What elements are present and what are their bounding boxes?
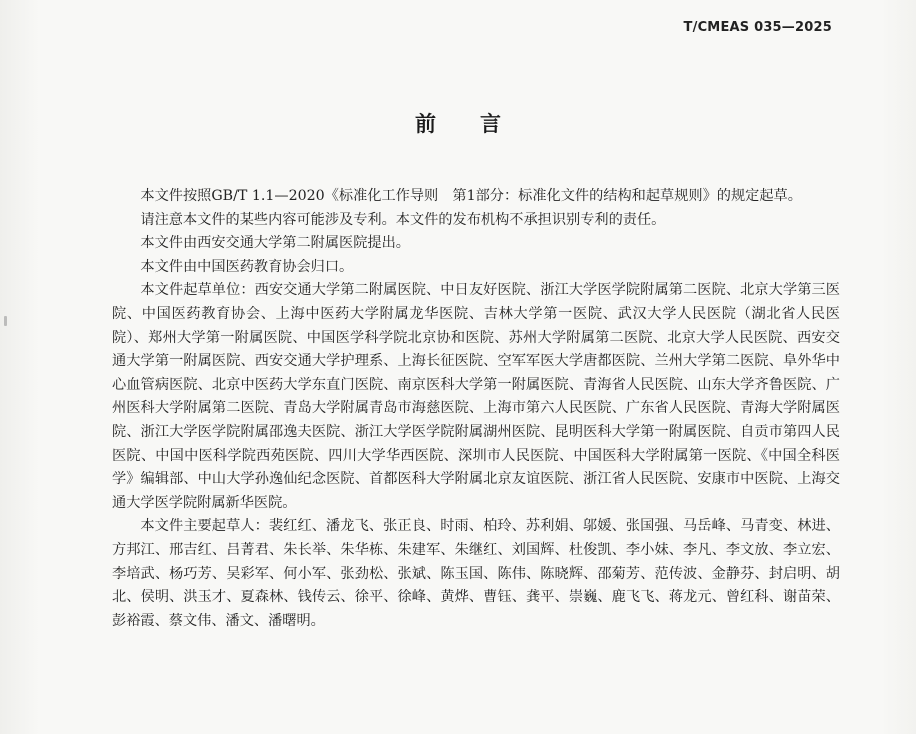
standard-number: T/CMEAS 035—2025 <box>683 20 832 35</box>
paragraph-drafting-rules: 本文件按照GB/T 1.1—2020《标准化工作导则 第1部分：标准化文件的结构和起草规则》的规定起草。 <box>140 188 802 204</box>
paragraph-proposer: 本文件由西安交通大学第二附属医院提出。 <box>140 235 410 252</box>
paragraph-patent-notice: 请注意本文件的某些内容可能涉及专利。本文件的发布机构不承担识别专利的责任。 <box>140 211 666 228</box>
page-title: 前言 <box>415 112 545 136</box>
paragraph-drafting-organizations: 本文件起草单位：西安交通大学第二附属医院、中日友好医院、浙江大学医学院附属第二医院、北京大学第三医院、中国医药教育协会、上海中医药大学附属龙华医院、吉林大学第一医院、武汉大学人民医院（湖北省人民医院）、郑州大学第一附属医院、中国医学科学院北京协和医院、苏州大学附属第二医院、北京大学人民医院、西安交通大学第一附属医院、西安交通大学护理系、上海长征医院、空军军医大学唐都医院、兰州大学第二医院、阜外华中心血管病医院、北京中医药大学东直门医院、南京医科大学第一附属医院、青海省人民医院、山东大学齐鲁医院、广州医科大学附属第二医院、青岛大学附属青岛市海慈医院、上海市第六人民医院、广东省人民医院、青海大学附属医院、浙江大学医学院附属邵逸夫医院、浙江大学医学院附属湖州医院、昆明医科大学第一附属医院、自贡市第四人民医院、中国中医科学院西苑医院、四川大学华西医院、深圳市人民医院、中国医科大学附属第一医院、《中国全科医学》编辑部、中山大学孙逸仙纪念医院、首都医科大学附属北京友谊医院、浙江省人民医院、安康市中医院、上海交通大学医学院附属新华医院。 <box>112 282 840 511</box>
scan-edge-mark <box>4 316 7 326</box>
paragraph-centralized-unit: 本文件由中国医药教育协会归口。 <box>140 258 354 275</box>
foreword-body <box>112 185 840 633</box>
paragraph-main-drafters: 本文件主要起草人：裴红红、潘龙飞、张正良、时雨、柏玲、苏利娟、邬媛、张国强、马岳峰、马青变、林进、方邦江、邢吉红、吕菁君、朱长举、朱华栋、朱建军、朱继红、刘国辉、杜俊凯、李小妹、李凡、李文放、李立宏、李培武、杨巧芳、吴彩军、何小军、张劲松、张斌、陈玉国、陈伟、陈晓辉、邵菊芳、范传波、金静芬、封启明、胡北、侯明、洪玉才、夏森林、钱传云、徐平、徐峰、黄烨、曹钰、龚平、崇巍、鹿飞飞、蒋龙元、曾红科、谢苗荣、彭裕霞、蔡文伟、潘文、潘曙明。 <box>112 518 840 629</box>
